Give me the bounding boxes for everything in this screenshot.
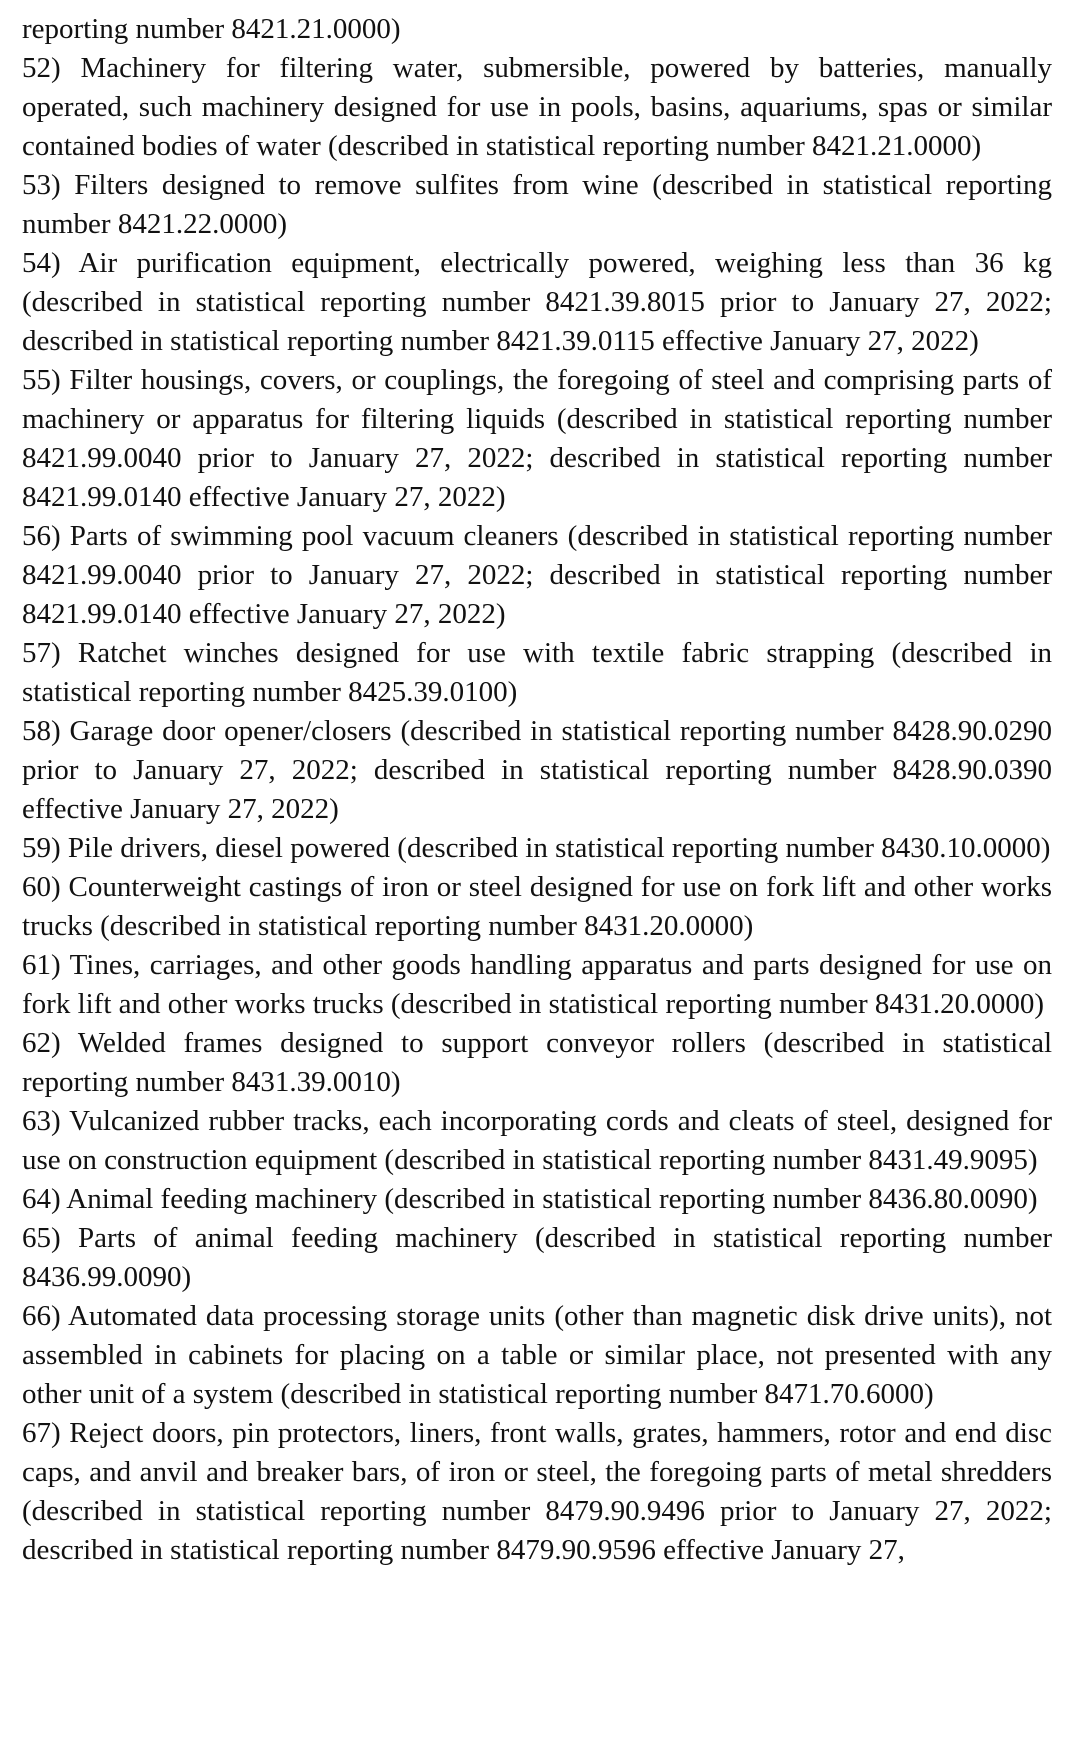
list-item-59: 59) Pile drivers, diesel powered (described in statistical reporting number 8430.10.0000)	[22, 832, 1051, 864]
list-item-53: 53) Filters designed to remove sulfites from wine (described in statistical reporting number 8421.22.0000)	[22, 169, 1052, 240]
list-item-65: 65) Parts of animal feeding machinery (described in statistical reporting number 8436.99.0090)	[22, 1222, 1052, 1293]
list-item-55: 55) Filter housings, covers, or couplings, the foregoing of steel and comprising parts of machinery or apparatus for filtering liquids (described in statistical reporting number 8421.99.0040 prior to January 27, 2022; described in statistical reporting number 8421.99.0140 effective January 27, 2022)	[22, 364, 1052, 513]
list-item-58: 58) Garage door opener/closers (described in statistical reporting number 8428.90.0290 prior to January 27, 2022; described in statistical reporting number 8428.90.0390 effective January 27, 2022)	[22, 715, 1052, 825]
list-item-61: 61) Tines, carriages, and other goods handling apparatus and parts designed for use on fork lift and other works trucks (described in statistical reporting number 8431.20.0000)	[22, 949, 1052, 1020]
list-item-66: 66) Automated data processing storage units (other than magnetic disk drive units), not assembled in cabinets for placing on a table or similar place, not presented with any other unit of a system (described in statistical reporting number 8471.70.6000)	[22, 1300, 1052, 1410]
list-item-57: 57) Ratchet winches designed for use with textile fabric strapping (described in statistical reporting number 8425.39.0100)	[22, 637, 1052, 708]
list-item-64: 64) Animal feeding machinery (described in statistical reporting number 8436.80.0090)	[22, 1183, 1038, 1215]
list-item-62: 62) Welded frames designed to support conveyor rollers (described in statistical reporting number 8431.39.0010)	[22, 1027, 1052, 1098]
list-item-52: 52) Machinery for filtering water, submersible, powered by batteries, manually operated, such machinery designed for use in pools, basins, aquariums, spas or similar contained bodies of water (described in statistical reporting number 8421.21.0000)	[22, 52, 1052, 162]
list-item-60: 60) Counterweight castings of iron or steel designed for use on fork lift and other works trucks (described in statistical reporting number 8431.20.0000)	[22, 871, 1052, 942]
list-item-54: 54) Air purification equipment, electrically powered, weighing less than 36 kg (described in statistical reporting number 8421.39.8015 prior to January 27, 2022; described in statistical reporting number 8421.39.0115 effective January 27, 2022)	[22, 247, 1052, 357]
list-item-63: 63) Vulcanized rubber tracks, each incorporating cords and cleats of steel, designed for use on construction equipment (described in statistical reporting number 8431.49.9095)	[22, 1105, 1052, 1176]
list-item-56: 56) Parts of swimming pool vacuum cleaners (described in statistical reporting number 8421.99.0040 prior to January 27, 2022; described in statistical reporting number 8421.99.0140 effective January 27, 2022)	[22, 520, 1052, 630]
paragraph-continuation: reporting number 8421.21.0000)	[22, 13, 401, 45]
list-item-67: 67) Reject doors, pin protectors, liners, front walls, grates, hammers, rotor and end disc caps, and anvil and breaker bars, of iron or steel, the foregoing parts of metal shredders (described in statistical reporting number 8479.90.9496 prior to January 27, 2022; described in statistical reporting number 8479.90.9596 effective January 27,	[22, 1417, 1052, 1566]
